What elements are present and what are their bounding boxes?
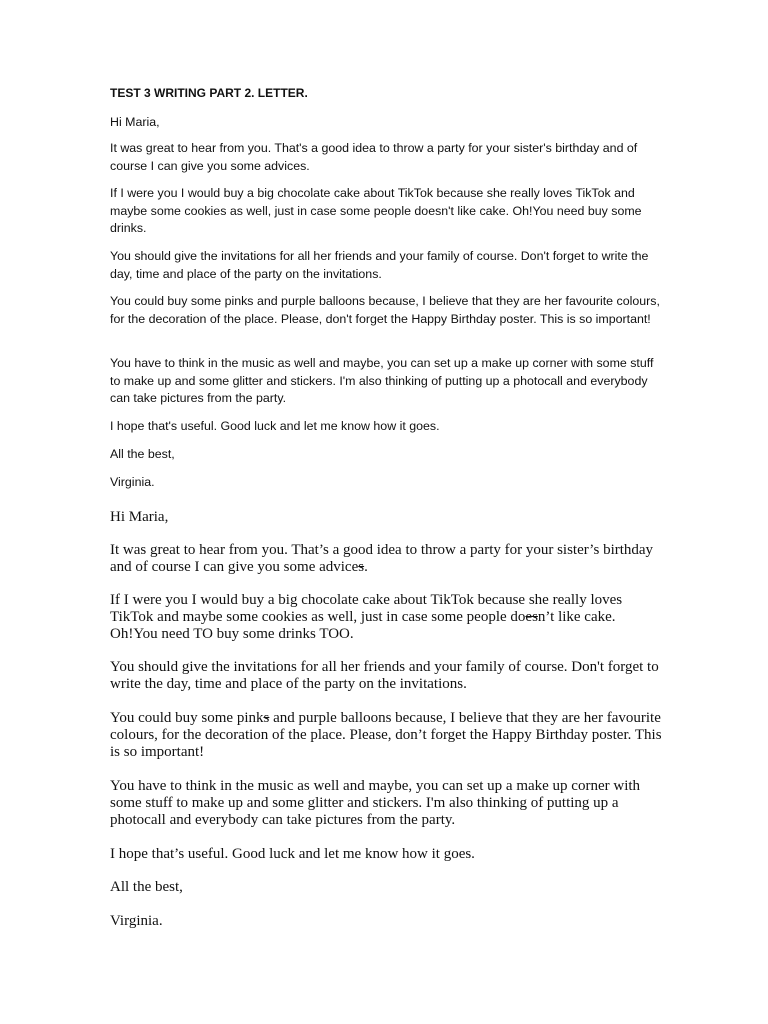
original-signature: Virginia. bbox=[110, 475, 155, 489]
original-paragraph-2: If I were you I would buy a big chocolate cake about TikTok because she really loves TikTok and maybe some cookies as well, just in case some people doesn't like cake. Oh!You need buy some drinks. bbox=[110, 186, 642, 235]
corrected-p1-text: It was great to hear from you. That’s a good idea to throw a party for your sister’s birthday and of course I can give you some advice bbox=[110, 542, 654, 575]
corrected-paragraph-2 bbox=[110, 592, 665, 643]
corrected-paragraph-3: You should give the invitations for all her friends and your family of course. Don't forget to write the day, time and place of the party on the invitations. bbox=[110, 659, 659, 692]
original-closing: All the best, bbox=[110, 447, 175, 461]
corrected-paragraph-4 bbox=[110, 710, 665, 761]
corrected-p4-end: and purple balloons because, I believe that they are her favourite colours, for the decoration of the place. Please, don’t forget the Happy Birthday poster. This is so important! bbox=[110, 710, 662, 760]
original-paragraph-4: You could buy some pinks and purple balloons because, I believe that they are her favourite colours, for the decoration of the place. Please, don't forget the Happy Birthday poster. This is so important! bbox=[110, 294, 660, 326]
corrected-p1-end: . bbox=[364, 559, 368, 575]
corrected-paragraph-6: I hope that’s useful. Good luck and let me know how it goes. bbox=[110, 846, 475, 862]
corrected-signature: Virginia. bbox=[110, 913, 163, 929]
corrected-closing: All the best, bbox=[110, 879, 183, 895]
corrected-p2-end: n’t like cake. Oh!You need TO buy some drinks TOO. bbox=[110, 609, 616, 642]
original-greeting: Hi Maria, bbox=[110, 115, 160, 129]
document-title: TEST 3 WRITING PART 2. LETTER. bbox=[110, 86, 308, 100]
corrected-p4-text: You could buy some pink bbox=[110, 710, 264, 726]
original-paragraph-5: You have to think in the music as well and maybe, you can set up a make up corner with some stuff to make up and some glitter and stickers. I'm also thinking of putting up a photocall and everybody can take pictures from the party. bbox=[110, 356, 654, 405]
corrected-paragraph-5: You have to think in the music as well and maybe, you can set up a make up corner with some stuff to make up and some glitter and stickers. I'm also thinking of putting up a photocall and everybody can take pictures from the party. bbox=[110, 778, 641, 828]
corrected-paragraph-1 bbox=[110, 542, 665, 576]
original-paragraph-6: I hope that's useful. Good luck and let me know how it goes. bbox=[110, 419, 440, 433]
strikethrough-correction: s bbox=[358, 559, 365, 575]
corrected-p2-text: If I were you I would buy a big chocolate cake about TikTok because she really loves TikTok and maybe some cookies as well, just in case some people do bbox=[110, 592, 623, 625]
strikethrough-correction: es bbox=[525, 609, 538, 625]
strikethrough-correction: s bbox=[263, 710, 270, 726]
corrected-greeting: Hi Maria, bbox=[110, 509, 169, 525]
original-paragraph-1: It was great to hear from you. That's a good idea to throw a party for your sister's birthday and of course I can give you some advices. bbox=[110, 141, 638, 173]
original-paragraph-3: You should give the invitations for all her friends and your family of course. Don't forget to write the day, time and place of the party on the invitations. bbox=[110, 249, 649, 281]
